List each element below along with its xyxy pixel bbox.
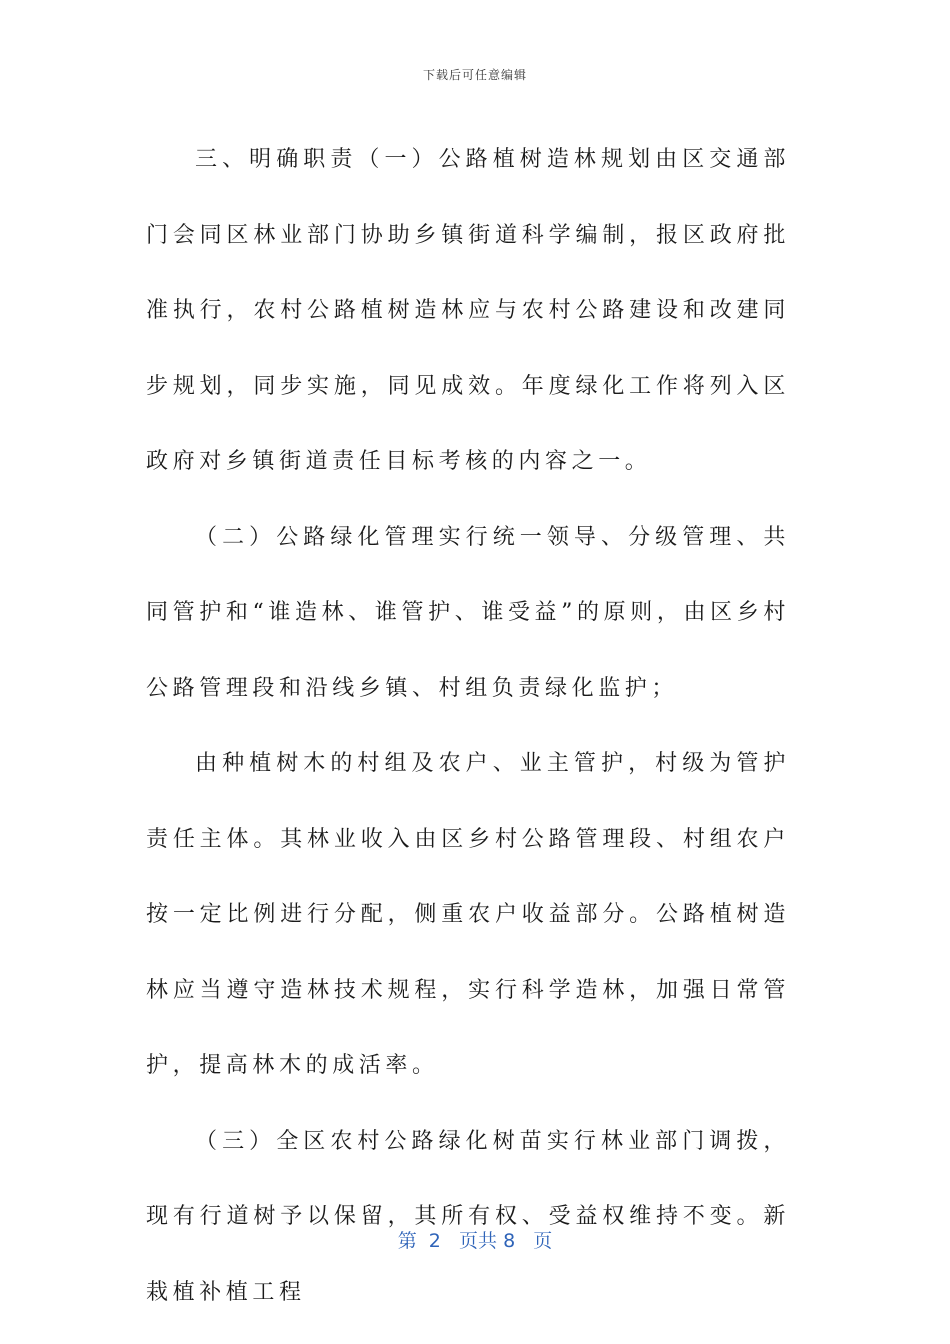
page-footer	[0, 1226, 950, 1253]
paragraph-duties-4: （三）全区农村公路绿化树苗实行林业部门调拨，现有行道树予以保留，其所有权、受益权维持不变。新栽植补植工程	[146, 1128, 790, 1305]
paragraph-duties-1: 三、明确职责（一）公路植树造林规划由区交通部门会同区林业部门协助乡镇街道科学编制，报区政府批准执行，农村公路植树造林应与农村公路建设和改建同步规划，同步实施，同见成效。年度绿化工作将列入区政府对乡镇街道责任目标考核的内容之一。	[146, 147, 790, 474]
footer-current-page: 2	[428, 1230, 441, 1252]
paragraph-duties-3: 由种植树木的村组及农户、业主管护，村级为管护责任主体。其林业收入由区乡村公路管理段、村组农户按一定比例进行分配，侧重农户收益部分。公路植树造林应当遵守造林技术规程，实行科学造林，加强日常管护，提高林木的成活率。	[146, 751, 790, 1078]
footer-middle: 页共	[459, 1230, 498, 1252]
paragraph-duties-2: （二）公路绿化管理实行统一领导、分级管理、共同管护和“谁造林、谁管护、谁受益”的原则，由区乡村公路管理段和沿线乡镇、村组负责绿化监护；	[146, 524, 790, 701]
document-body	[146, 122, 790, 1330]
footer-total-pages: 8	[503, 1230, 516, 1252]
footer-suffix: 页	[533, 1230, 553, 1252]
footer-prefix: 第	[397, 1230, 417, 1252]
header-note: 下载后可任意编辑	[422, 68, 527, 82]
